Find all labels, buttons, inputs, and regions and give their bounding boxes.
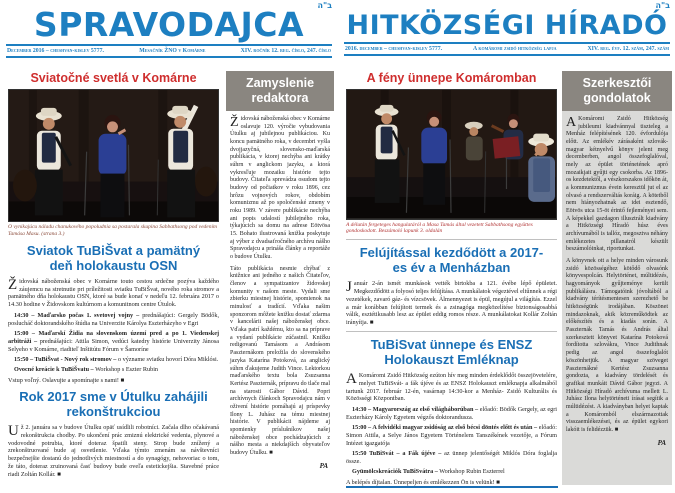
issue-date: 2016. december – cheshvan-kislev 5777.	[345, 46, 443, 52]
main-column-left	[8, 71, 219, 482]
schedule-item-title: 15:00 – A felvidéki magyar zsidóság az első bécsi döntés előtt és után –	[352, 424, 538, 432]
article-paragraph: Už 2. januára sa v budove Útulku opäť usídlili robotníci. Začala dlho očakávaná rekonštrukcia chodby. Po ukončení prác zmiznú elektrické vedenia, plynové a vodovodné potrubia, ktoré doteraz špatili steny. Strop bude znížený a zrekonštruované bude aj osvetlenie. Vďaka týmto zmenám sa návštevníci bezpečnejšie dostanú do jednotlivých miestností a do synagógy, nehovoriac o tom, že táto, doteraz zruinovaná časť budovy bude oveľa estetickejšia. Stavebné práce riadi Zoltán Kollár. ■	[8, 423, 219, 478]
schedule-item	[346, 406, 557, 422]
schedule-item-title: Gyümölcskreációk TuBiSvátra –	[352, 468, 438, 476]
article-paragraph: AKomáromi Zsidó Hitközség ezúton hív meg minden érdeklődőt összejövetelére, melyet TuBiSvát- a fák újéve és az ENSZ Holokauszt emléknapja alkalmából tartunk 2017. február 12-én, vasárnap 14:30-kor a Menház- Zsidó Kulturális és Közösségi Központban.	[346, 370, 557, 403]
article-paragraph: Židovská náboženská obec v Komárne touto cestou srdečne pozýva každého záujemcu na stretnutie pri príležitosti sviatku TuBiŠvat, nového roka stromov a pamätného dňa holokaustu OSN, ktoré sa bude konať v nedeľu 12. februára 2017 o 14.30 hodine v Židovskom kultúrnom a komunitnom centre Útulok.	[8, 276, 219, 309]
sidebar-body	[226, 116, 334, 470]
schedule-item	[8, 366, 219, 374]
article-closing: Vstup voľný. Oslavujte a spomínajte s nami! ■	[8, 377, 125, 385]
page-bottom-rule	[346, 486, 558, 488]
schedule-item-title: Ovocné kreácie k TuBiŠvatu –	[14, 366, 94, 374]
schedule-item-detail: Workshop s Eszter Rubin	[93, 366, 159, 374]
author-signature: PA	[657, 438, 666, 447]
schedule-item-title: 15:00 – Maďarskí Židia na slovenskom území pred a po 1. Viedenskej arbitráži –	[8, 330, 219, 345]
publication-subtitle: Mesačník ŽNO v Komárne	[139, 48, 206, 54]
schedule-item-title: 15:50 – TuBiŠvat - Nový rok stromov –	[14, 356, 117, 364]
article-headline: A fény ünnepe Komáromban	[366, 71, 537, 85]
photo-caption: A délután fergeteges hangulatáról a Masa Tamás által vezetett Sabbathsong együttes gondoskodott. Beszámoló lapunk 3. oldalán	[346, 221, 533, 235]
article-headline: Rok 2017 sme v Útulku zahájili rekonštrukciou	[19, 389, 208, 420]
schedule-item	[8, 312, 219, 328]
schedule-item	[8, 330, 219, 353]
sidebar-title: Szerkesztői gondolatok	[562, 71, 672, 111]
issue-date: December 2016 – cheshvan-kislev 5777.	[7, 48, 104, 54]
schedule-item	[346, 468, 557, 476]
hebrew-bh-mark: ב"ה	[317, 1, 332, 10]
stage-photo-chanukah	[8, 89, 219, 222]
page-title: HITKÖZSÉGI HÍRADÓ	[346, 10, 668, 41]
main-column-right	[346, 71, 557, 486]
article-headline: Sviatok TuBiŠvat a pamätný deň holokaustu OSN	[26, 242, 201, 273]
issue-number: XIV. reg. évf. 12. szám, 247. szám	[587, 46, 669, 52]
section-divider	[346, 331, 557, 332]
schedule-item-detail: az ünnep jelentőségét Miklós Dóra foglalja össze.	[346, 450, 558, 466]
schedule-item-detail: Workshop Rubin Eszterrel	[437, 468, 505, 476]
issue-number: XIV. ročník 12. reg. číslo, 247. číslo	[240, 48, 331, 54]
article-paragraph: Január 2-án ismét munkások vették birtokba a 121. évébe lépő épületet. Megkezdődött a folyosó teljes felújítása. A munkálatok végeztével eltűnnek a régi vezetékek, zavaró gáz- és vízcsövek. Álmennyezet is épül, megújul a világítás. Ezzel a már korábban felújított termek és a zsinagóga megközelítése biztonságosabbá válik, esztétikusabb lesz az épület eddig romos része. A munkálatokat Kollár Zoltán irányítja. ■	[346, 279, 557, 327]
page-title: SPRAVODAJCA	[33, 5, 305, 44]
author-signature: PA	[319, 461, 328, 470]
masthead-right	[344, 0, 670, 56]
sidebar-paragraph: A könyvnek ott a helye minden városunk zsidó közösségéhez kötődő olvasónk könyvespolcán. Helytörténet, múltidézés, hagyományok gyűjteménye került publikálásra. Támogatóink jóvoltából a kiadvány térítésmentesen szerezhető be hitközségünk irodájában. Köszönet mindazoknak, akik közreműködtek az előkészítés és a kiadás során. A Paszternák Tamás és András által szerkesztett könyvet Katarína Potoková fordította szlovákra, Vince Judithnak pedig az angol összefoglalót köszönhetjük. A magyar szöveget Paszternákné Kertész Zsuzsanna gondozta, a kiadvány tördelését és grafikai munkáit Dávid Gábor jegyzi. A Hitközségi Híradó archívuma mellett L. Juhász Ilona helytörténeti írásai segítik a múltidézést. A kiadványban helyet kaptak a Komáromból elszármazottak visszaemlékezései, és az épület egykori lakóit is felidézzük. ■	[566, 258, 668, 433]
sidebar-paragraph: AKomáromi Zsidó Hitközség jubileumi kiadvánnyal tiszteleg a Menház felépítésének 120. évfordulója előtt. Az emlékév zárásaként szlovák-magyar kétnyelvű könyv jelent meg decemberben, angol összefoglalóval, mely az épület történetének apró mozaikjait gyűjti egy csokorba. Az 1896-os kezdetektől, a vészkorszakos időkön át, a kommunizmus évein keresztül jut el az olvasó a rendszerváltás koráig. A kötetből nem hiányozhatnak az idei esztendő, Eötvös utca 15-öt érintő fejleményei sem. A képekkel gazdagon illusztrált kiadvány a Hitközségi Híradó húsz éves archívumából is tallóz, megosztva néhány emlékezetes pillanatról készült beszámolóinkat, riportunkat.	[566, 115, 668, 253]
article-headline: Sviatočné svetlá v Komárne	[30, 71, 197, 85]
masthead-dateline	[6, 46, 332, 56]
sidebar-paragraph: Táto publikácia nesmie chýbať z knižnice ani jedného z našich Čitateľov, členov a sympatizantov židovskej komunity v našom meste. Vydali sme zbierku miestnej histórie, spomienok na minulosť a tradícií. Vďaka našim sponzorom môžete knižku dostať zdarma v kancelárii našej náboženskej obce. Vďaka patrí každému, kto sa na príprave a vydaní publikácie zúčastnil. Knižku redigovanú Tamásom a Andrásom Paszternákom preložila do slovenského jazyka Katarína Potoková, za anglický súhrn ďakujeme Judith Vince. Lektorkou maďarského textu bola Zsuzsanna Kertész Paszternák, prípravu do tlače mal na starosti Gábor Dávid. Popri archívnych článkoch Spravodajcu nám v oživení histórie pomáhajú aj príspevky Ilony L. Juhász na tému miestnej histórie. V publikácii nájdeme aj spomienky príslušníkov našej náboženskej obce pochádzajúcich z nášho mesta a niekdajších obyvateľov budovy Útulku. ■	[230, 265, 330, 456]
schedule-item-title: 14:30 – Maďarsko počas 1. svetovej vojny –	[14, 311, 140, 319]
sidebar-column-right	[562, 71, 672, 485]
schedule-item	[346, 450, 557, 466]
stage-photo-band	[346, 89, 557, 220]
sidebar-body	[562, 116, 672, 447]
schedule-item-title: 14:30 – Magyarország az első világháborúban –	[352, 406, 479, 414]
schedule-item	[8, 356, 219, 364]
schedule-item	[346, 424, 557, 447]
publication-subtitle: A komáromi zsidó hitközség lapja	[473, 46, 557, 52]
masthead-rule	[344, 54, 670, 56]
masthead-dateline	[344, 44, 670, 54]
page-spravodajca	[0, 0, 337, 493]
photo-caption: O vynikajúcu náladu chanukového popoludnia sa postarala skupina Sabbathsong pod vedením Tamása Masu. (strana 3.)	[8, 224, 217, 237]
schedule-item-detail: előadó: Bödők Gergely, az egri Eszterházy Károly Egyetem végzős doktorandusza.	[346, 406, 557, 421]
schedule-item-detail: előadó: Simon Attila, a Selye János Egyetem Történelem Tanszékének vezetője, a Fórum Intézet igazgatója	[346, 424, 557, 447]
sidebar-title: Zamyslenie redaktora	[226, 71, 334, 111]
schedule-item-detail: o význame sviatku hovorí Dóra Miklósi.	[116, 356, 219, 364]
article-headline: TuBiSvat ünnepe és ENSZ Holokauszt Emléknap	[370, 337, 533, 367]
schedule-item-detail: prednášajúci: Attila Simon, vedúci katedry histórie Univerzity Jánosa Selyeho v Komárne, riaditeľ Inštitútu Fórum v Šamoríne	[8, 337, 219, 353]
sidebar-column-left	[226, 71, 334, 470]
article-headline: Felújítással kezdődött a 2017-es év a Menházban	[359, 245, 544, 276]
masthead-rule	[6, 56, 332, 58]
article-closing: A belépés díjtalan. Ünnepeljen és emlékezzen Ön is velünk! ■	[346, 479, 500, 487]
masthead-left	[6, 0, 332, 58]
schedule-item-title: 15:50 TuBiSvát – a Fák újéve –	[352, 450, 442, 458]
sidebar-paragraph: Židovská náboženská obec v Komárne oslavuje 120. výročie vybudovania Útulku aj jubilejnou publikáciou. Ku koncu pamätného roka, v decembri vyšla dvojjazyčná, slovensko-maďarská publikácia, v ktorej nechýba ani krátky súhrn v anglickom jazyku, a ktorá vykresľuje mozaiku histórie tejto budovy. Čitateľa sprevádza osudom tejto budovy od počiatkov v roku 1896, cez hrôzu vojnových rokov, obdobím komunizmu až po spoločenské zmeny v roku 1989. V závere publikácie nechýba ani popis udalostí jubilejného roka, týkajúcich sa domu na adrese Eötvösa 15. Bohato ilustrovaná knižka poskytuje aj výber z dvadsaťročného archívu nášho Spravodajcu a prináša články a reportáže o budove Útulku.	[230, 115, 330, 261]
schedule-item-detail: prednášajúci: Gergely Bödők, poslucháč doktorandského štúdia na Univerzite Károlya Eszterházyho v Egri	[8, 311, 219, 327]
page-hitkozsegi-hirado	[338, 0, 675, 493]
hebrew-bh-mark: ב"ה	[655, 1, 670, 10]
section-divider	[346, 239, 557, 240]
